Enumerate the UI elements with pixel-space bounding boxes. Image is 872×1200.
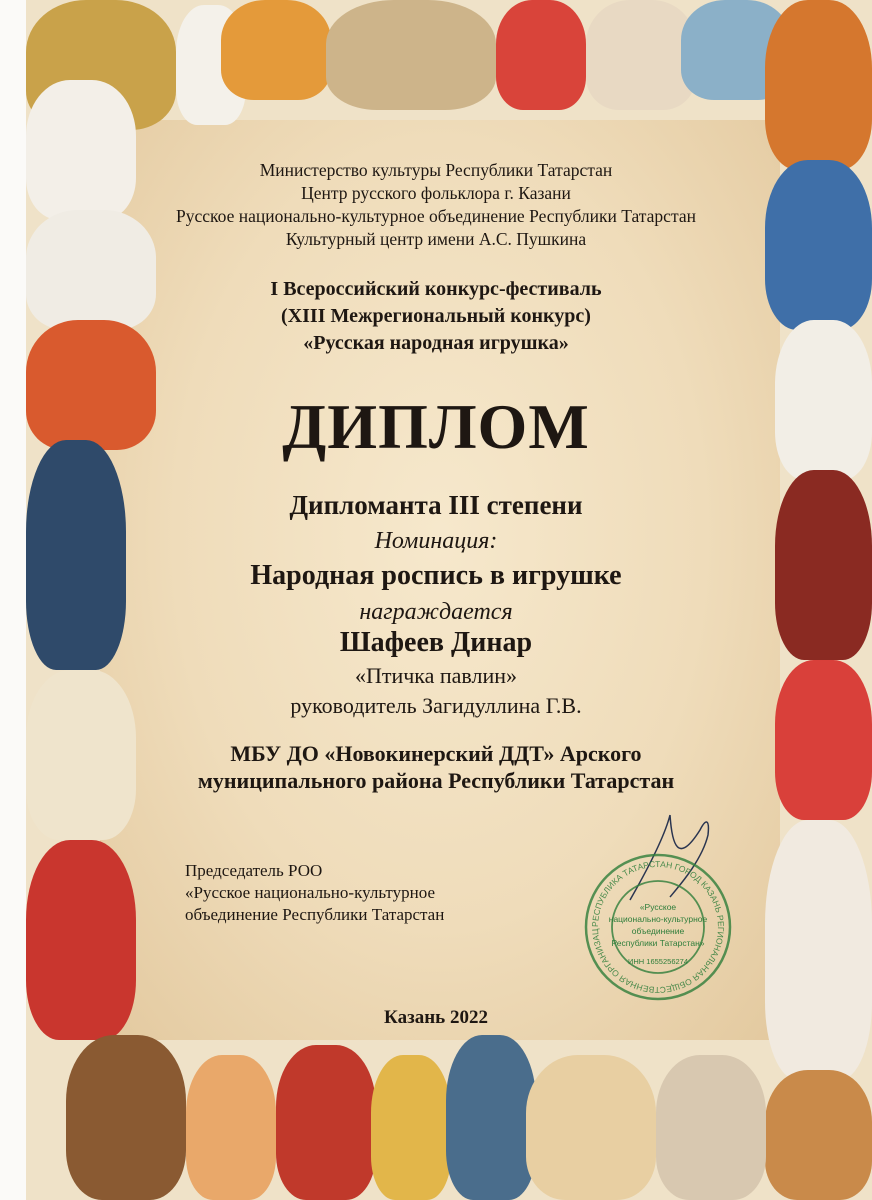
institution [0,740,872,794]
svg-text:РЕСПУБЛИКА ТАТАРСТАН ГОРОД КАЗ: РЕСПУБЛИКА ТАТАРСТАН ГОРОД КАЗАНЬ РЕГИОНАЛЬНАЯ ОБЩЕСТВЕННАЯ ОРГАНИЗАЦ [589,858,727,996]
diploma-title: ДИПЛОМ [282,391,590,462]
nomination-label: Номинация: [374,528,498,554]
contest-line-1: I Всероссийский конкурс-фестиваль [270,278,602,300]
chair-line-3: объединение Республики Татарстан [185,905,445,924]
organizer-4: Культурный центр имени А.С. Пушкина [285,229,587,249]
nomination: Народная роспись в игрушке [250,560,622,591]
organizers [0,159,872,251]
organizer-2: Центр русского фольклора г. Казани [301,183,571,203]
svg-text:объединение: объединение [631,926,685,936]
chair-line-1: Председатель РОО [185,861,323,880]
organizer-1: Министерство культуры Республики Татарстан [259,160,613,180]
svg-text:«Русское: «Русское [639,902,677,912]
svg-text:Республики Татарстан»: Республики Татарстан» [611,938,705,948]
chair-line-2: «Русское национально-культурное [185,883,435,902]
city-year: Казань 2022 [384,1007,488,1028]
institution-line-2: муниципального района Республики Татарстан [197,768,675,793]
awarded-label: награждается [359,599,513,625]
svg-text:ИНН 1655256274: ИНН 1655256274 [627,957,689,966]
work-title: «Птичка павлин» [354,663,518,688]
chair-block [185,860,444,926]
contest-line-3: «Русская народная игрушка» [303,332,569,354]
contest-line-2: (XIII Межрегиональный конкурс) [281,305,591,327]
contest-name [0,276,872,357]
svg-text:национально-культурное: национально-культурное [608,914,708,924]
organizer-3: Русское национально-культурное объединение Республики Татарстан [176,206,696,226]
stamp-seal [583,852,733,1002]
toy-border-bottom [26,1035,872,1200]
supervisor: руководитель Загидуллина Г.В. [290,693,582,718]
institution-line-1: МБУ ДО «Новокинерский ДДТ» Арского [230,741,642,766]
recipient-name: Шафеев Динар [339,627,533,658]
degree: Дипломанта III степени [289,490,583,520]
